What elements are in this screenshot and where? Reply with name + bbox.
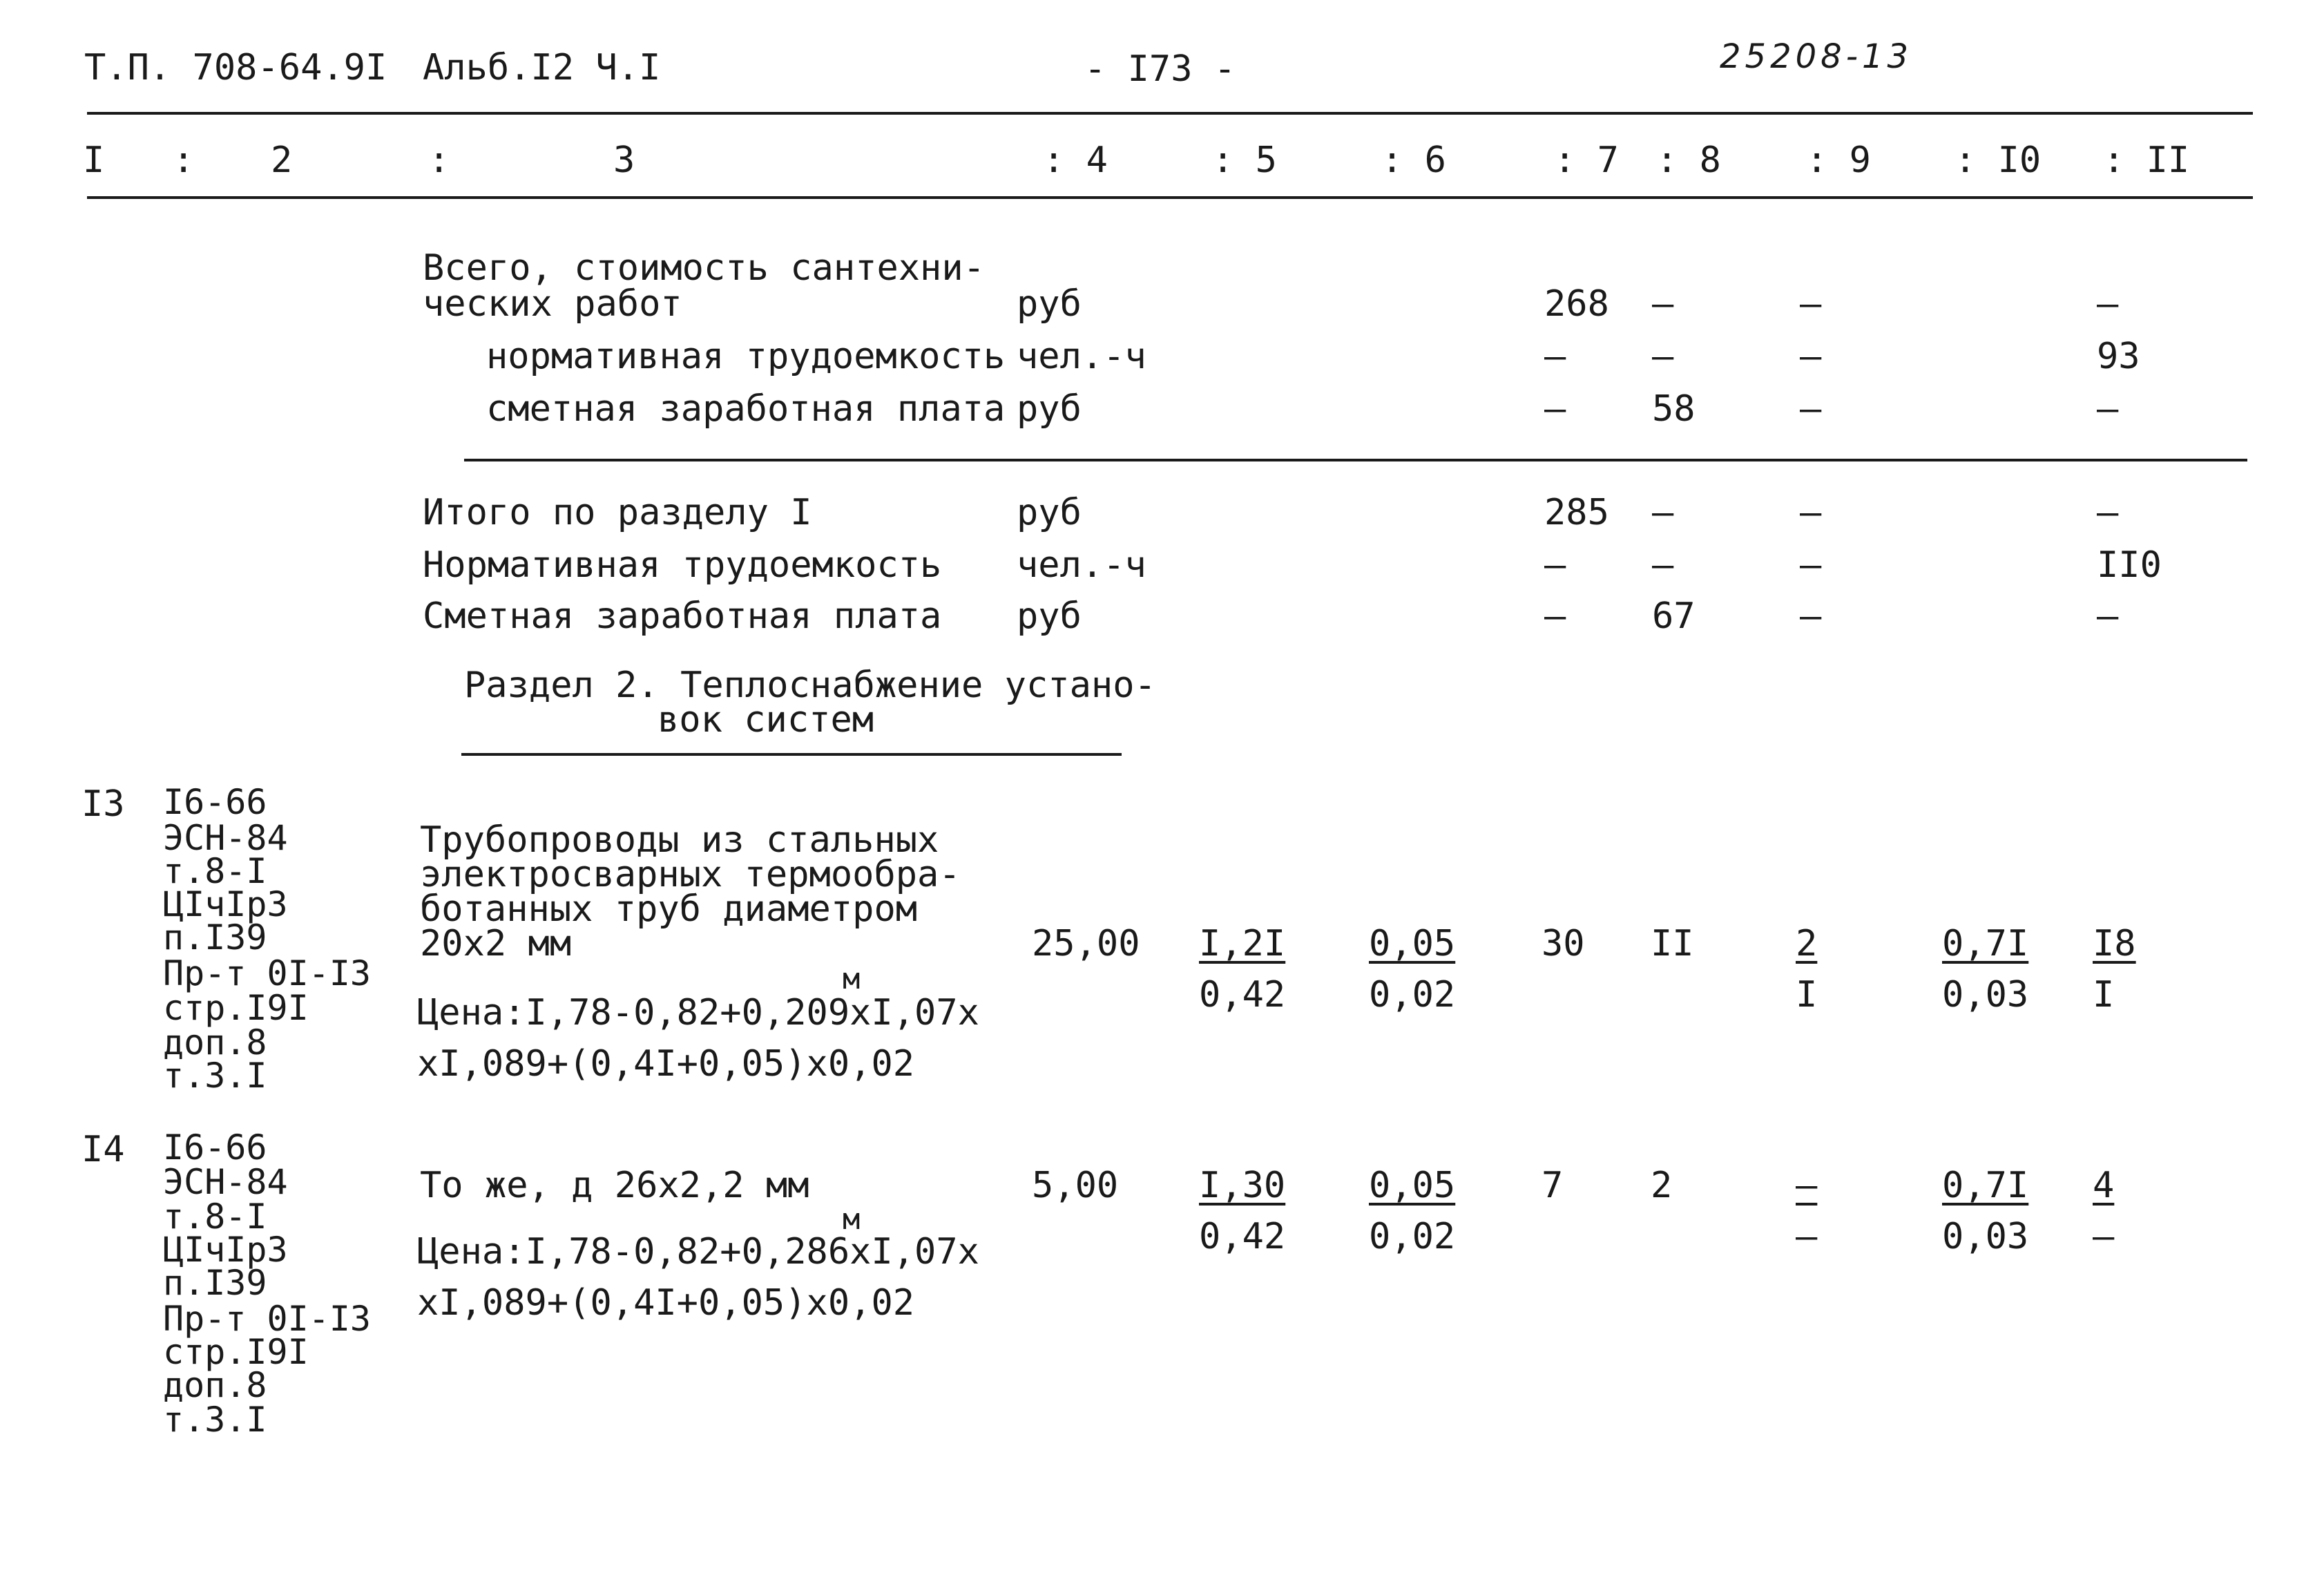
cell-c6-bottom: 0,02 <box>1369 974 1456 1016</box>
row-description: ботанных труб диаметром <box>420 888 918 930</box>
col-sep: : <box>173 140 195 181</box>
stamp-number: 25208-13 <box>1720 37 1913 76</box>
row-ref: т.3.I <box>163 1400 267 1440</box>
row-ref: Пр-т 0I-I3 <box>163 953 372 993</box>
header-rule-top <box>87 112 2253 115</box>
cell-c11-top: 4 <box>2093 1165 2115 1206</box>
summary2-c11: – <box>2097 492 2119 533</box>
summary2-c7: 285 <box>1544 492 1609 533</box>
row-ref: ЦIчIр3 <box>163 884 288 924</box>
col-header-1: I <box>83 140 105 181</box>
cell-c4: 5,00 <box>1032 1165 1119 1206</box>
summary2-wage-c9: – <box>1800 596 1822 637</box>
price-formula: Цена:I,78-0,82+0,286хI,07х <box>417 1231 979 1273</box>
summary2-unit: руб <box>1017 492 1082 533</box>
cell-c9-top: – <box>1796 1165 1818 1206</box>
summary1-wage-c7: – <box>1544 388 1566 430</box>
summary1-unit: руб <box>1017 283 1082 325</box>
summary1-labor-c7: – <box>1544 336 1566 377</box>
price-formula: Цена:I,78-0,82+0,209хI,07х <box>417 992 979 1033</box>
summary1-labor-label: нормативная трудоемкость <box>486 336 1006 377</box>
row-ref: ЭСН-84 <box>163 1162 288 1202</box>
summary-divider <box>464 459 2247 461</box>
cell-c6-top: 0,05 <box>1369 923 1456 964</box>
cell-c10-bottom: 0,03 <box>1942 1216 2029 1257</box>
summary2-wage-unit: руб <box>1017 596 1082 637</box>
col-header-9: : 9 <box>1806 140 1871 181</box>
cell-c8: 2 <box>1651 1165 1673 1206</box>
row-ref: стр.I9I <box>163 1332 309 1372</box>
row-ref: Пр-т 0I-I3 <box>163 1299 372 1339</box>
row-ref: I6-66 <box>163 1127 267 1168</box>
summary2-labor-c8: – <box>1652 544 1674 586</box>
row-number: I3 <box>81 783 125 825</box>
row-ref: т.8-I <box>163 1197 267 1237</box>
section-heading-cont: вок систем <box>657 699 874 741</box>
summary2-labor-c9: – <box>1800 544 1822 586</box>
summary1-c7: 268 <box>1544 283 1609 325</box>
summary1-c9: – <box>1800 283 1822 325</box>
cell-c11-top: I8 <box>2093 923 2136 964</box>
col-header-8: : 8 <box>1656 140 1721 181</box>
col-header-5: : 5 <box>1212 140 1277 181</box>
col-header-6: : 6 <box>1381 140 1446 181</box>
summary2-c9: – <box>1800 492 1822 533</box>
cell-c4: 25,00 <box>1032 923 1140 964</box>
cell-c11-bottom: – <box>2093 1216 2115 1257</box>
summary1-wage-c8: 58 <box>1652 388 1696 430</box>
summary1-labor-c11: 93 <box>2097 336 2140 377</box>
summary1-wage-unit: руб <box>1017 388 1082 430</box>
cell-c7: 7 <box>1542 1165 1564 1206</box>
row-description: электросварных термообра- <box>420 854 961 895</box>
cell-c9-bottom: I <box>1796 974 1818 1016</box>
cell-c8: II <box>1651 923 1694 964</box>
col-header-7: : 7 <box>1554 140 1619 181</box>
summary1-labor-c8: – <box>1652 336 1674 377</box>
unit-superscript: м <box>843 962 861 995</box>
page-number: - I73 - <box>1084 48 1236 90</box>
header-rule-bottom <box>87 196 2253 199</box>
summary2-labor-label: Нормативная трудоемкость <box>423 544 942 586</box>
cell-c10-top: 0,7I <box>1942 923 2029 964</box>
document-reference: Т.П. 708-64.9I <box>84 47 387 88</box>
cell-c5-top: I,2I <box>1199 923 1286 964</box>
row-ref: п.I39 <box>163 1263 267 1303</box>
row-ref: доп.8 <box>163 1022 267 1063</box>
summary1-wage-label: сметная заработная плата <box>486 388 1006 430</box>
summary1-labor-unit: чел.-ч <box>1017 336 1146 377</box>
summary1-c11: – <box>2097 283 2119 325</box>
col-header-2: 2 <box>271 140 293 181</box>
summary2-wage-label: Сметная заработная плата <box>423 596 942 637</box>
row-number: I4 <box>81 1129 125 1170</box>
summary2-wage-c11: – <box>2097 596 2119 637</box>
price-formula-cont: хI,089+(0,4I+0,05)х0,02 <box>417 1043 915 1085</box>
album-reference: Альб.I2 Ч.I <box>423 47 661 88</box>
summary2-labor-c11: II0 <box>2097 544 2162 586</box>
row-ref: доп.8 <box>163 1365 267 1405</box>
row-ref: т.3.I <box>163 1056 267 1096</box>
row-description: 20х2 мм <box>420 923 572 964</box>
row-ref: ЭСН-84 <box>163 818 288 858</box>
cell-c5-top: I,30 <box>1199 1165 1286 1206</box>
row-ref: I6-66 <box>163 782 267 822</box>
cell-c9-bottom: – <box>1796 1216 1818 1257</box>
summary1-wage-c9: – <box>1800 388 1822 430</box>
row-ref: т.8-I <box>163 851 267 891</box>
cell-c6-top: 0,05 <box>1369 1165 1456 1206</box>
row-ref: п.I39 <box>163 917 267 958</box>
cell-c5-bottom: 0,42 <box>1199 974 1286 1016</box>
cell-c10-bottom: 0,03 <box>1942 974 2029 1016</box>
price-formula-cont: хI,089+(0,4I+0,05)х0,02 <box>417 1282 915 1324</box>
cell-c6-bottom: 0,02 <box>1369 1216 1456 1257</box>
summary2-wage-c8: 67 <box>1652 596 1696 637</box>
row-description: То же, д 26х2,2 мм <box>420 1165 809 1206</box>
summary2-c8: – <box>1652 492 1674 533</box>
cell-c5-bottom: 0,42 <box>1199 1216 1286 1257</box>
summary1-c8: – <box>1652 283 1674 325</box>
summary1-title: Всего, стоимость сантехни- <box>423 247 985 289</box>
col-header-10: : I0 <box>1955 140 2042 181</box>
cell-c7: 30 <box>1542 923 1585 964</box>
summary1-title-cont: ческих работ <box>423 283 682 325</box>
col-header-11: : II <box>2103 140 2190 181</box>
col-header-3: 3 <box>613 140 635 181</box>
summary2-labor-c7: – <box>1544 544 1566 586</box>
section-heading: Раздел 2. Теплоснабжение устано- <box>464 665 1156 706</box>
unit-superscript: м <box>843 1202 861 1236</box>
cell-c10-top: 0,7I <box>1942 1165 2029 1206</box>
col-sep: : <box>428 140 450 181</box>
summary2-labor-unit: чел.-ч <box>1017 544 1146 586</box>
summary2-title: Итого по разделу I <box>423 492 812 533</box>
summary1-labor-c9: – <box>1800 336 1822 377</box>
row-description: Трубопроводы из стальных <box>420 819 939 861</box>
summary2-wage-c7: – <box>1544 596 1566 637</box>
row-ref: стр.I9I <box>163 988 309 1028</box>
section-underline <box>461 753 1122 756</box>
summary1-wage-c11: – <box>2097 388 2119 430</box>
cell-c11-bottom: I <box>2093 974 2115 1016</box>
cell-c9-top: 2 <box>1796 923 1818 964</box>
col-header-4: : 4 <box>1043 140 1108 181</box>
row-ref: ЦIчIр3 <box>163 1230 288 1270</box>
